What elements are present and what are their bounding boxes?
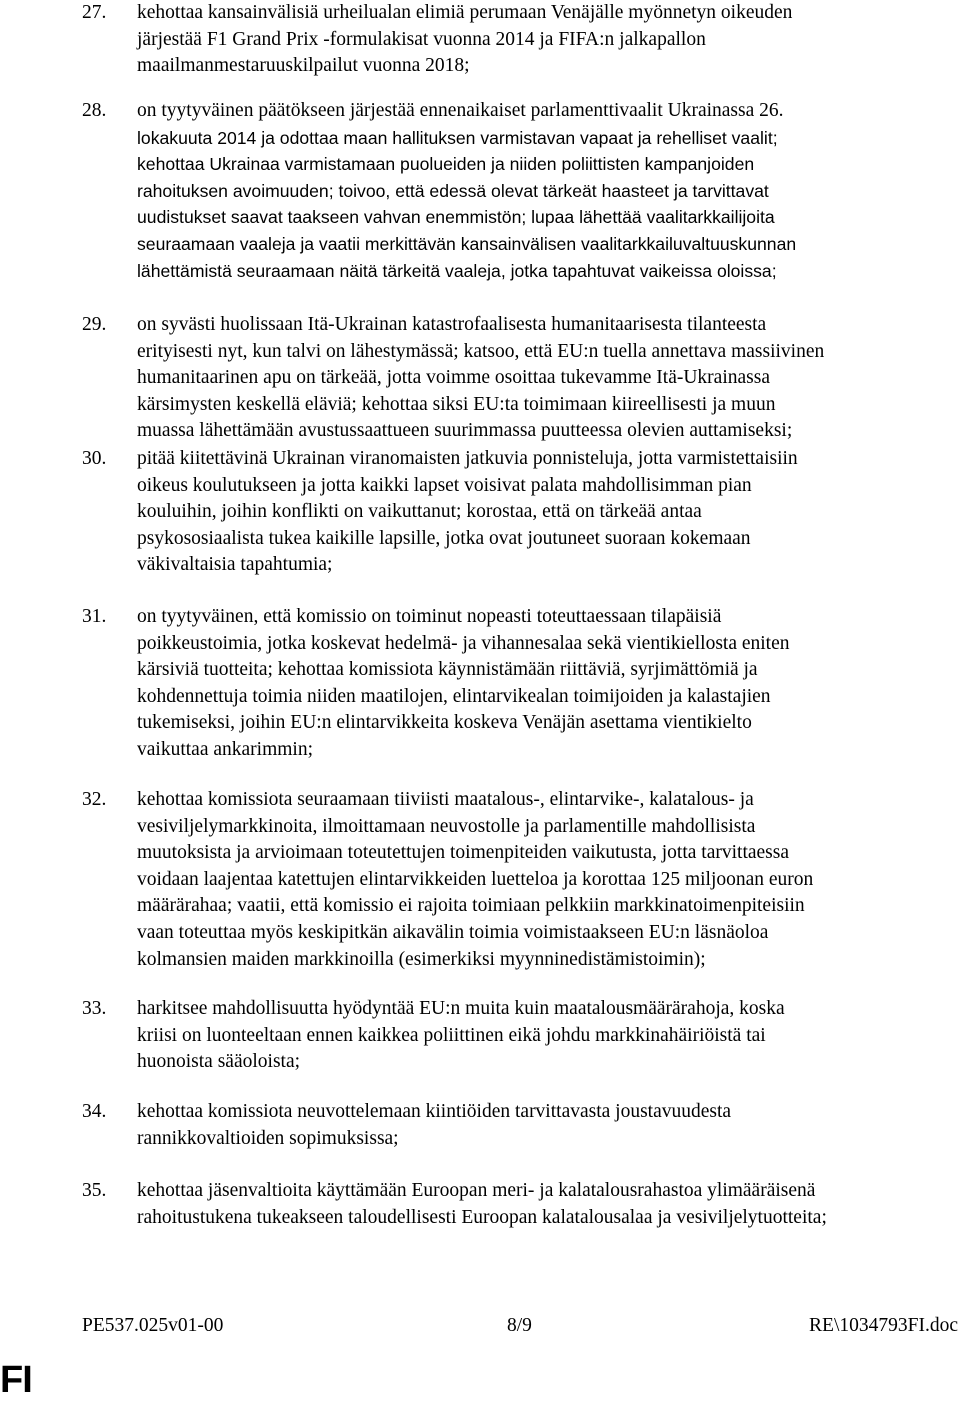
paragraph-text (137, 996, 960, 1076)
text-line: humanitaarinen apu on tärkeää, jotta voimme osoittaa tukevamme Itä-Ukrainassa (137, 367, 770, 389)
paragraph-text (137, 1099, 960, 1152)
text-line: harkitsee mahdollisuutta hyödyntää EU:n muita kuin maatalousmäärärahoja, koska (137, 998, 785, 1019)
paragraph-text (137, 0, 960, 80)
paragraph-text (137, 446, 960, 579)
text-line: seuraamaan vaaleja ja vaatii merkittävän kansainvälisen vaalitarkkailuvaltuuskunnan (137, 233, 797, 254)
text-line: vaikuttaa ankarimmin; (137, 738, 313, 760)
text-line: maailmanmestaruuskilpailut vuonna 2018; (137, 55, 470, 77)
text-line: väkivaltaisia tapahtumia; (137, 554, 333, 576)
paragraph-number: 33. (82, 998, 107, 1019)
text-line: voidaan laajentaa katettujen elintarvikkeiden luetteloa ja korottaa 125 miljoonan euron (137, 868, 814, 890)
text-line: kehottaa komissiota seuraamaan tiiviisti maatalous-, elintarvike-, kalatalous- ja (137, 789, 754, 810)
text-line: oikeus koulutukseen ja jotta kaikki lapset voisivat palata mahdollisimman pian (137, 474, 752, 496)
text-line: kehottaa Ukrainaa varmistamaan puolueiden ja niiden poliittisten kampanjoiden (137, 154, 755, 175)
text-line: kohdennettuja toimia niiden maatilojen, elintarvikealan toimijoiden ja kalastajien (137, 685, 771, 707)
text-line: rahoituksen avoimuuden; toivoo, että edessä olevat tärkeät haasteet ja tarvittavat (137, 180, 769, 201)
text-line: huonoista sääoloista; (137, 1051, 301, 1073)
text-line: järjestää F1 Grand Prix -formulakisat vuonna 2014 ja FIFA:n jalkapallon (137, 28, 706, 50)
paragraph-number: 35. (82, 1180, 107, 1201)
text-line: kärsimysten keskellä eläviä; kehottaa siksi EU:ta toimimaan kiireellisesti ja muun (137, 393, 776, 415)
text-line: on tyytyväinen, että komissio on toiminut nopeasti toteuttaessaan tilapäisiä (137, 606, 722, 627)
text-line: kehottaa kansainvälisiä urheilualan elimiä perumaan Venäjälle myönnetyn oikeuden (137, 2, 793, 23)
text-line: muassa lähettämään avustussaattueen suurimmassa puutteessa olevien auttamiseksi; (137, 420, 793, 442)
text-line: muutoksista ja arvioimaan toteutettujen toimenpiteiden vaikutusta, jotta tarvittaessa (137, 842, 790, 864)
text-line: kärsiviä tuotteita; kehottaa komissiota käynnistämään riittäviä, syrjimättömiä ja (137, 659, 758, 681)
text-line: kehottaa komissiota neuvottelemaan kiintiöiden tarvittavasta joustavuudesta (137, 1101, 732, 1122)
paragraph-text (137, 312, 960, 445)
text-line: lokakuuta 2014 ja odottaa maan hallituksen varmistavan vapaat ja rehelliset vaalit; (137, 127, 778, 148)
text-line: vesiviljelymarkkinoita, ilmoittamaan neuvostolle ja parlamentille mahdollisista (137, 815, 756, 837)
text-line: vaan toteuttaa myös keskipitkän aikavälin toimia voimistaakseen EU:n läsnäoloa (137, 921, 769, 943)
text-line: kolmansien maiden markkinoilla (esimerkiksi myynninedistämistoimin); (137, 948, 706, 970)
footer-document-reference: PE537.025v01-00 (82, 1315, 224, 1336)
paragraph-text (137, 98, 960, 284)
text-line: erityisesti nyt, kun talvi on lähestymässä; katsoo, että EU:n tuella annettava massiivinen (137, 340, 825, 362)
paragraph-number: 28. (82, 100, 107, 121)
footer-page-number: 8/9 (507, 1315, 532, 1336)
text-line: kriisi on luonteeltaan ennen kaikkea poliittinen eikä johdu markkinahäiriöistä tai (137, 1024, 766, 1046)
paragraph-text (137, 604, 960, 764)
text-line: psykososiaalista tukea kaikille lapsille, jotka ovat joutuneet suoraan kokemaan (137, 527, 751, 549)
text-line: kouluihin, joihin konflikti on vaikuttanut; korostaa, että on tärkeää antaa (137, 501, 702, 523)
text-line: rahoitustukena tukeakseen taloudellisesti Euroopan kalatalousalaa ja vesiviljelytuotteita; (137, 1206, 827, 1228)
paragraph-number: 34. (82, 1101, 107, 1122)
text-line: rannikkovaltioiden sopimuksissa; (137, 1127, 399, 1149)
text-line: lähettämistä seuraamaan näitä tärkeitä vaaleja, jotka tapahtuvat vaikeissa oloissa; (137, 260, 777, 281)
paragraph-number: 32. (82, 789, 107, 810)
paragraph-number: 31. (82, 606, 107, 627)
text-line: määrärahaa; vaatii, että komissio ei rajoita toimiaan pelkkiin markkinatoimenpiteisiin (137, 895, 805, 917)
text-line: kehottaa jäsenvaltioita käyttämään Euroopan meri- ja kalatalousrahastoa ylimääräisenä (137, 1180, 816, 1201)
text-line: tukemiseksi, joihin EU:n elintarvikkeita koskeva Venäjän asettama vientikielto (137, 712, 752, 734)
language-code: FI (0, 1359, 32, 1401)
paragraph-number: 30. (82, 448, 107, 469)
paragraph-text (137, 787, 960, 973)
footer-file-reference: RE\1034793FI.doc (809, 1315, 958, 1336)
text-line: uudistukset saavat taakseen vahvan enemmistön; lupaa lähettää vaalitarkkailijoita (137, 207, 775, 228)
paragraph-number: 27. (82, 2, 107, 23)
paragraph-number: 29. (82, 314, 107, 335)
text-line: pitää kiitettävinä Ukrainan viranomaisten jatkuvia ponnisteluja, jotta varmistettaisiin (137, 448, 798, 469)
text-line: poikkeustoimia, jotka koskevat hedelmä- ja vihannesalaa sekä vientikiellosta eniten (137, 632, 790, 654)
text-line: on syvästi huolissaan Itä-Ukrainan katastrofaalisesta humanitaarisesta tilanteesta (137, 314, 767, 335)
text-line: on tyytyväinen päätökseen järjestää ennenaikaiset parlamenttivaalit Ukrainassa 26. (137, 100, 784, 121)
paragraph-text (137, 1178, 960, 1231)
